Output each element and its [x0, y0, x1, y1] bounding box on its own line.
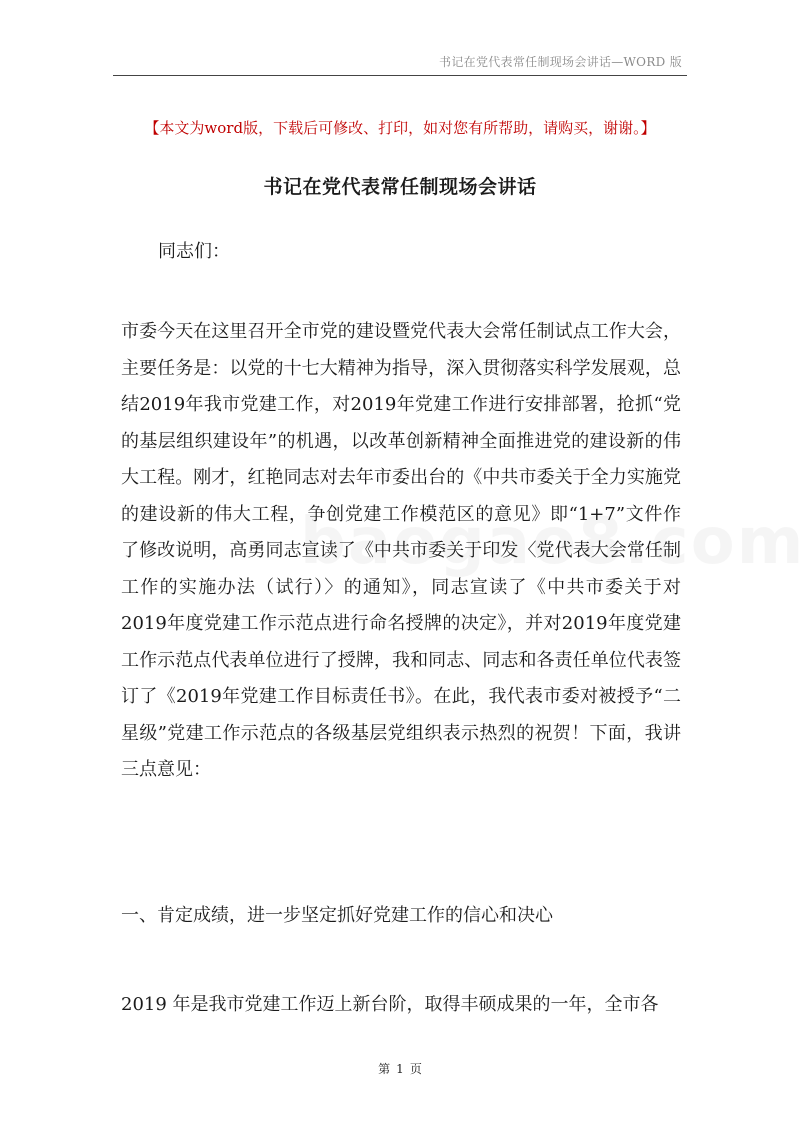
page-suffix: 页: [409, 1062, 422, 1076]
body-paragraph-2: 2019 年是我市党建工作迈上新台阶，取得丰硕成果的一年，全市各: [121, 994, 659, 1015]
watermark: [300, 505, 800, 579]
body-paragraph-1: 市委今天在这里召开全市党的建设暨党代表大会常任制试点工作大会，主要任务是：以党的十七大精神为指导，深入贯彻落实科学发展观，总结2019年我市党建工作，对2019年党建工作进行安排部署，抢抓“党的基层组织建设年”的机遇，以改革创新精神全面推进党的建设新的伟大工程。刚才，红艳同志对去年市委出台的《中共市委关于全力实施党的建设新的伟大工程，争创党建工作模范区的意见》即“1+7”文件作了修改说明，高勇同志宣读了《中共市委关于印发〈党代表大会常任制工作的实施办法（试行）〉的通知》，同志宣读了《中共市委关于对2019年度党建工作示范点进行命名授牌的决定》，并对2019年度党建工作示范点代表单位进行了授牌，我和同志、同志和各责任单位代表签订了《2019年党建工作目标责任书》。在此，我代表市委对被授予“二星级”党建工作示范点的各级基层党组织表示热烈的祝贺！下面，我讲三点意见：: [121, 321, 681, 780]
page-footer: [0, 1060, 800, 1077]
purchase-notice: 【本文为word版，下载后可修改、打印，如对您有所帮助，请购买，谢谢。】: [144, 119, 656, 137]
page-number: 1: [396, 1062, 404, 1076]
salutation: 同志们：: [158, 241, 230, 262]
document-title: 书记在党代表常任制现场会讲话: [263, 176, 537, 198]
page-prefix: 第: [378, 1062, 391, 1076]
running-header: 书记在党代表常任制现场会讲话—WORD 版: [439, 55, 682, 69]
header-divider: [113, 75, 687, 76]
section-heading-1: 一、肯定成绩，进一步坚定抓好党建工作的信心和决心: [121, 905, 553, 926]
